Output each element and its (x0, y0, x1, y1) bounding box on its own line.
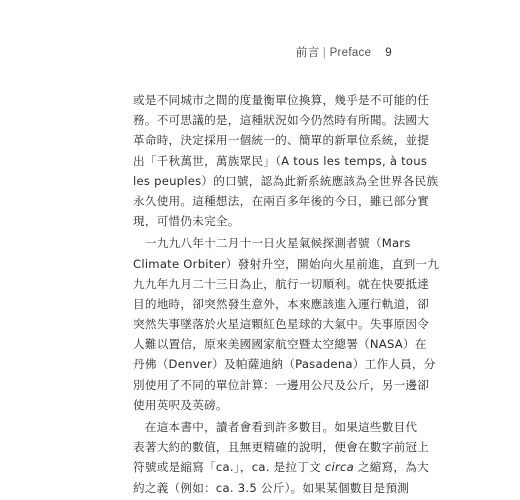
text-line: 別使用了不同的單位計算：一邊用公尺及公斤，另一邊卻 (133, 377, 430, 392)
header-separator: | (322, 45, 327, 59)
text-line: 目的地時，卻突然發生意外，本來應該進入運行軌道，卻 (133, 296, 430, 311)
text-line: les peuples）的口號，認為此新系統應該為全世界各民族 (133, 173, 439, 188)
text-line: 丹佛（Denver）及帕薩迪納（Pasadena）工作人員，分 (133, 357, 436, 372)
text-line: 人難以置信，原來美國國家航空暨太空總署（NASA）在 (133, 337, 427, 352)
italic-word: circa (324, 460, 354, 475)
text-segment: 之縮寫，為大 (353, 460, 429, 475)
text-line: Climate Orbiter）發射升空，開始向火星前進，直到一九 (133, 256, 440, 271)
text-line: 約之義（例如：ca. 3.5 公斤）。如果某個數目是預測 (133, 480, 410, 495)
text-line: 一九九八年十二月十一日火星氣候探測者號（Mars (133, 236, 411, 251)
text-line: 突然失事墜落於火星這顆紅色星球的大氣中。失事原因令 (133, 317, 430, 332)
text-segment: 符號或是縮寫「ca.」，ca. 是拉丁文 (133, 460, 325, 475)
text-line: 九九年九月二十三日為止，航行一切順利。就在快要抵達 (133, 276, 430, 291)
running-header (296, 44, 392, 60)
text-line: 永久使用。這種想法，在兩百多年後的今日，雖已部分實 (133, 193, 430, 208)
page-number: 9 (385, 47, 392, 59)
english-title: Preface (329, 47, 372, 59)
text-line: 現，可惜仍未完全。 (133, 214, 240, 229)
text-line: 在這本書中，讀者會看到許多數目。如果這些數目代 (133, 420, 418, 434)
text-line: 革命時，決定採用一個統一的、簡單的新單位系統，並提 (133, 133, 430, 148)
text-line: 務。不可思議的是，這種狀況如今仍然時有所聞。法國大 (133, 113, 430, 128)
text-line: 使用英呎及英磅。 (133, 397, 228, 412)
text-line-with-italic (133, 457, 429, 477)
text-line: 表著大約的數值，且無更精確的說明，便會在數字前冠上 (133, 440, 430, 455)
text-line: 出「千秋萬世，萬族眾民」（A tous les temps, à tous (133, 153, 428, 168)
body-text (133, 90, 440, 498)
text-line: 或是不同城市之間的度量衡單位換算，幾乎是不可能的任 (133, 93, 430, 107)
chapter-title: 前言 (295, 45, 320, 59)
